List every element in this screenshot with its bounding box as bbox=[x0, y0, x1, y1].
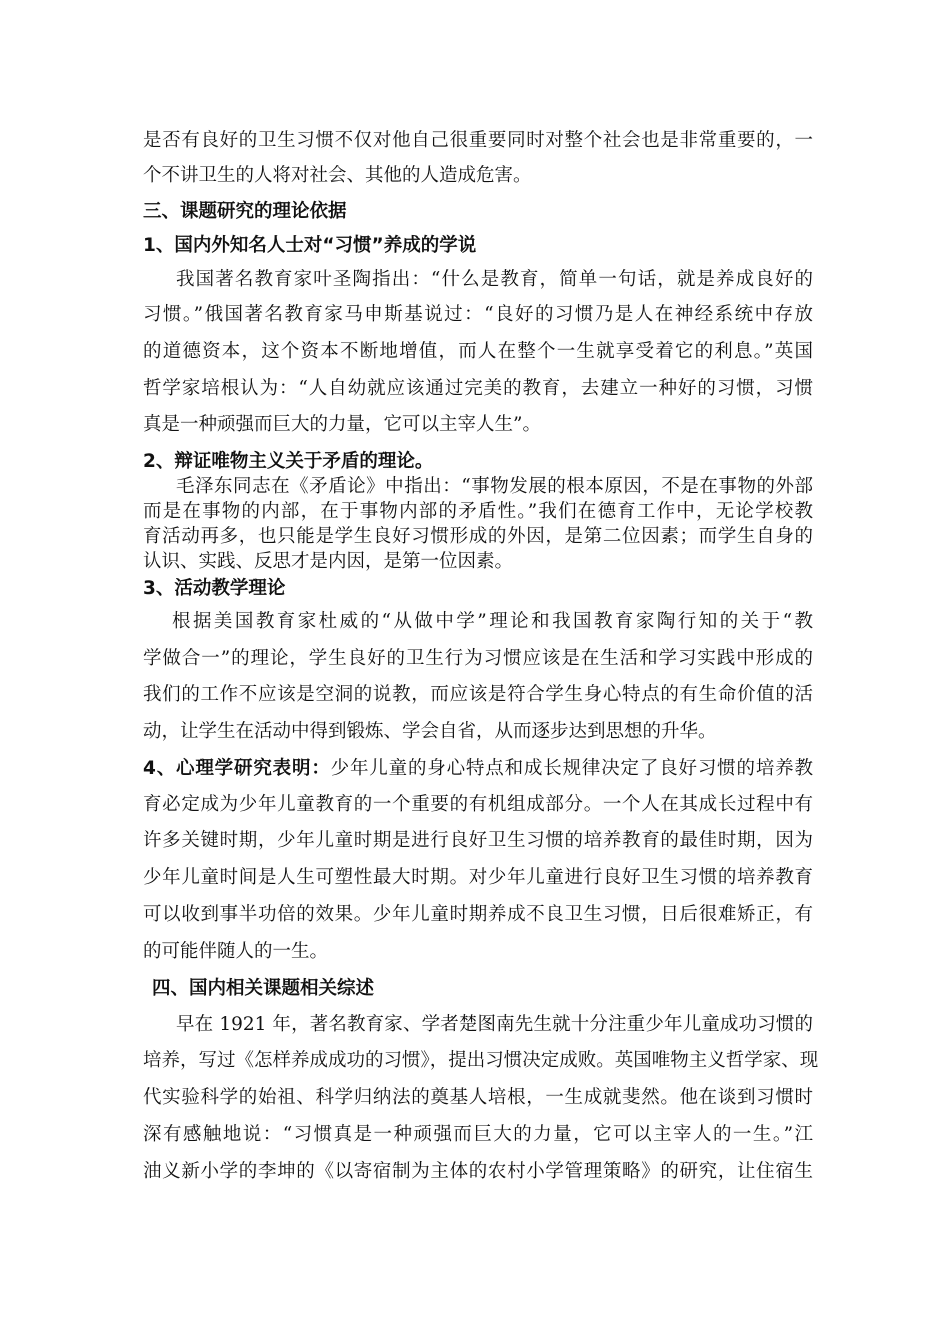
paragraph-line: 少年儿童时间是人生可塑性最大时期。对少年儿童进行良好卫生习惯的培养教育 bbox=[143, 867, 813, 888]
paragraph-line: 可以收到事半功倍的效果。少年儿童时期养成不良卫生习惯，日后很难矫正，有 bbox=[143, 904, 813, 925]
paragraph-line: 的道德资本，这个资本不断地增值，而人在整个一生就享受着它的利息。”英国 bbox=[143, 341, 813, 362]
subsection-heading: 2、辩证唯物主义关于矛盾的理论。 bbox=[143, 451, 434, 472]
paragraph-line: 育活动再多，也只能是学生良好习惯形成的外因，是第二位因素；而学生自身的 bbox=[143, 526, 813, 547]
paragraph-line bbox=[143, 757, 813, 781]
paragraph-line: 我们的工作不应该是空洞的说教，而应该是符合学生身心特点的有生命价值的活 bbox=[143, 684, 813, 705]
paragraph-line: 油义新小学的李坤的《以寄宿制为主体的农村小学管理策略》的研究，让住宿生 bbox=[143, 1161, 813, 1182]
paragraph-line: 深有感触地说：“习惯真是一种顽强而巨大的力量，它可以主宰人的一生。”江 bbox=[143, 1124, 813, 1145]
paragraph-line: 育必定成为少年儿童教育的一个重要的有机组成部分。一个人在其成长过程中有 bbox=[143, 794, 813, 815]
paragraph-line: 动，让学生在活动中得到锻炼、学会自省，从而逐步达到思想的升华。 bbox=[143, 721, 717, 742]
paragraph-line: 根据美国教育家杜威的“从做中学”理论和我国教育家陶行知的关于“教 bbox=[172, 611, 813, 632]
paragraph-line: 的可能伴随人的一生。 bbox=[143, 941, 329, 962]
paragraph-line: 哲学家培根认为：“人自幼就应该通过完美的教育，去建立一种好的习惯，习惯 bbox=[143, 378, 813, 399]
subsection-heading: 3、活动教学理论 bbox=[143, 578, 286, 599]
subsection-heading: 4、心理学研究表明： bbox=[143, 758, 331, 779]
paragraph-line: 学做合一”的理论，学生良好的卫生行为习惯应该是在生活和学习实践中形成的 bbox=[143, 648, 813, 669]
section-heading: 四、国内相关课题相关综述 bbox=[152, 978, 375, 999]
section-heading: 三、课题研究的理论依据 bbox=[143, 201, 347, 222]
paragraph-line: 真是一种顽强而巨大的力量，它可以主宰人生”。 bbox=[143, 414, 541, 435]
paragraph-line: 而是在事物的内部，在于事物内部的矛盾性。”我们在德育工作中，无论学校教 bbox=[143, 501, 813, 522]
paragraph-line: 认识、实践、反思才是内因，是第一位因素。 bbox=[143, 551, 514, 572]
paragraph-line: 我国著名教育家叶圣陶指出：“什么是教育，简单一句话，就是养成良好的 bbox=[176, 269, 813, 290]
paragraph-line: 培养，写过《怎样养成成功的习惯》，提出习惯决定成败。英国唯物主义哲学家、现 bbox=[143, 1050, 819, 1071]
paragraph-line: 个不讲卫生的人将对社会、其他的人造成危害。 bbox=[143, 165, 532, 186]
paragraph-line: 习惯。”俄国著名教育家马申斯基说过：“良好的习惯乃是人在神经系统中存放 bbox=[143, 304, 813, 325]
paragraph-line: 早在 1921 年，著名教育家、学者楚图南先生就十分注重少年儿童成功习惯的 bbox=[176, 1014, 813, 1035]
paragraph-line: 许多关键时期，少年儿童时期是进行良好卫生习惯的培养教育的最佳时期，因为 bbox=[143, 830, 813, 851]
subsection-heading: 1、国内外知名人士对“习惯”养成的学说 bbox=[143, 235, 477, 256]
paragraph-line: 毛泽东同志在《矛盾论》中指出：“事物发展的根本原因，不是在事物的外部 bbox=[176, 476, 813, 497]
paragraph-line: 是否有良好的卫生习惯不仅对他自己很重要同时对整个社会也是非常重要的，一 bbox=[143, 130, 813, 151]
paragraph-text: 少年儿童的身心特点和成长规律决定了良好习惯的培养教 bbox=[330, 758, 813, 779]
paragraph-line: 代实验科学的始祖、科学归纳法的奠基人培根，一生成就斐然。他在谈到习惯时 bbox=[143, 1087, 813, 1108]
